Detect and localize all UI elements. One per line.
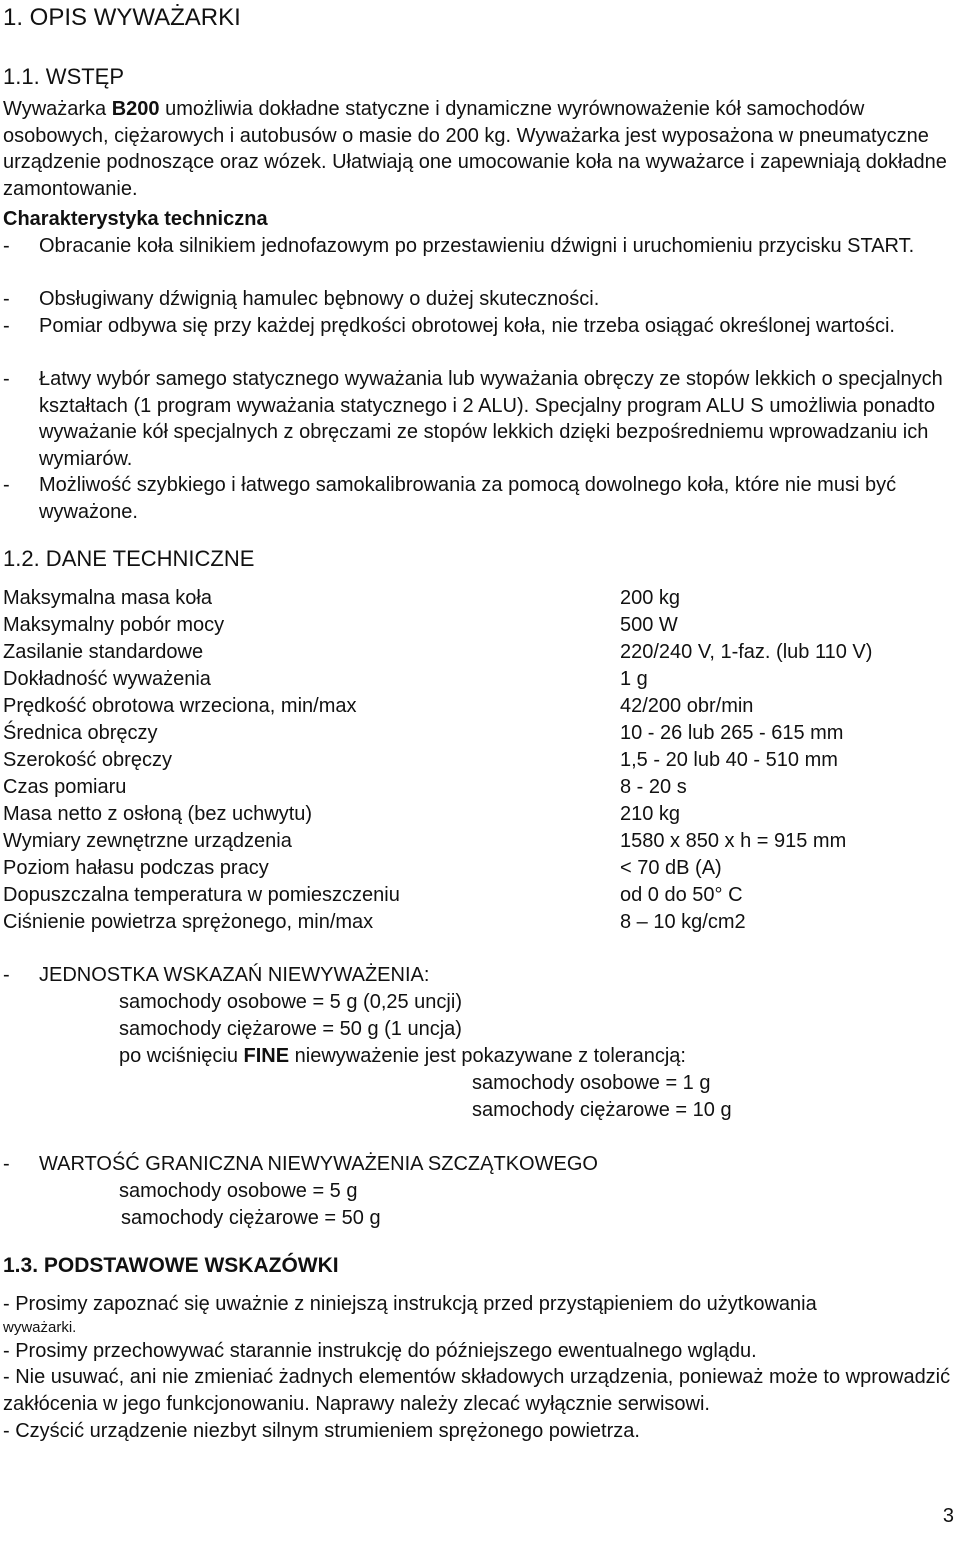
- spec-value: 42/200 obr/min: [620, 695, 754, 717]
- spec-label: Masa netto z osłoną (bez uchwytu): [3, 803, 313, 825]
- spec-value: 210 kg: [620, 803, 681, 825]
- spec-label: Zasilanie standardowe: [3, 641, 204, 663]
- intro-text-1: Wyważarka: [3, 98, 112, 120]
- characteristic-item: [0, 286, 960, 313]
- spec-row: [3, 585, 953, 612]
- characteristic-text: Łatwy wybór samego statycznego wyważania lub wyważania obręczy ze stopów lekkich o specjalnych kształtach (1 program wyważania statycznego i 2 ALU). Specjalny program ALU S umożliwia ponadto wyważanie kół specjalnych z obręczami ze stopów lekkich dzięki bezpośredniemu wprowadzaniu ich wymiarów.: [39, 368, 943, 470]
- spec-value: 220/240 V, 1-faz. (lub 110 V): [620, 641, 873, 663]
- bullet-dash: -: [3, 964, 10, 986]
- spec-value: < 70 dB (A): [620, 857, 722, 879]
- fine-car: samochody osobowe = 1 g: [472, 1072, 711, 1094]
- spec-row: [3, 693, 953, 720]
- spec-value: 500 W: [620, 614, 678, 636]
- spec-value: 1,5 - 20 lub 40 - 510 mm: [620, 749, 838, 771]
- spec-value: 10 - 26 lub 265 - 615 mm: [620, 722, 844, 744]
- characteristics-heading: Charakterystyka techniczna: [3, 208, 268, 230]
- guideline-item: - Prosimy przechowywać starannie instrukcję do późniejszego ewentualnego wglądu.: [3, 1339, 757, 1362]
- section-title-dane-techniczne: 1.2. DANE TECHNICZNE: [3, 546, 255, 571]
- spec-row: [3, 882, 953, 909]
- spec-value: 8 – 10 kg/cm2: [620, 911, 746, 933]
- section-title-opis: 1. OPIS WYWAŻARKI: [3, 4, 241, 31]
- spec-value: 8 - 20 s: [620, 776, 687, 798]
- spec-row: [3, 639, 953, 666]
- spec-label: Poziom hałasu podczas pracy: [3, 857, 269, 879]
- unbalance-truck: samochody ciężarowe = 50 g (1 uncja): [119, 1018, 462, 1040]
- page-number: 3: [942, 1505, 954, 1527]
- spec-row: [3, 828, 953, 855]
- characteristic-item: [0, 472, 960, 525]
- model-name: B200: [111, 98, 160, 120]
- residual-title: WARTOŚĆ GRANICZNA NIEWYWAŻENIA SZCZĄTKOWEGO: [39, 1153, 598, 1175]
- guideline-item: - Czyścić urządzenie niezbyt silnym strumieniem sprężonego powietrza.: [3, 1419, 640, 1442]
- unbalance-car: samochody osobowe = 5 g (0,25 uncji): [119, 991, 462, 1013]
- spec-label: Ciśnienie powietrza sprężonego, min/max: [3, 911, 374, 933]
- bullet-dash: -: [3, 1153, 10, 1175]
- bullet-dash: -: [3, 474, 10, 496]
- guidelines-list: [3, 1291, 953, 1445]
- characteristic-text: Obsługiwany dźwignią hamulec bębnowy o dużej skuteczności.: [39, 288, 600, 310]
- spec-value: 200 kg: [620, 587, 681, 609]
- guideline-item-continuation: wyważarki.: [3, 1318, 77, 1336]
- fine-note: [119, 1043, 686, 1070]
- intro-text-2: umożliwia dokładne statyczne i dynamiczne wyrównoważenie kół samochodów osobowych, ciężarowych i autobusów o masie do 200 kg. Wyważarka jest wyposażona w pneumatyczne urządzenie podnoszące oraz wózek. Ułatwiają one umocowanie koła na wyważarce i zapewniają dokładne zamontowanie.: [3, 98, 947, 200]
- intro-paragraph: [3, 96, 953, 202]
- characteristic-text: Obracanie koła silnikiem jednofazowym po przestawieniu dźwigni i uruchomieniu przycisku START.: [39, 235, 915, 257]
- fine-truck: samochody ciężarowe = 10 g: [472, 1099, 732, 1121]
- residual-car: samochody osobowe = 5 g: [119, 1180, 358, 1202]
- spec-label: Średnica obręczy: [3, 722, 158, 744]
- bullet-dash: -: [3, 368, 10, 390]
- characteristic-item: [0, 233, 960, 286]
- spec-row: [3, 909, 953, 936]
- spec-row: [3, 666, 953, 693]
- spec-row: [3, 855, 953, 882]
- unbalance-unit-title: JEDNOSTKA WSKAZAŃ NIEWYWAŻENIA:: [39, 964, 430, 986]
- spec-row: [3, 747, 953, 774]
- guideline-item: - Prosimy zapoznać się uważnie z niniejszą instrukcją przed przystąpieniem do użytkowania: [3, 1293, 817, 1315]
- spec-row: [3, 720, 953, 747]
- spec-label: Szerokość obręczy: [3, 749, 172, 771]
- spec-row: [3, 612, 953, 639]
- characteristic-text: Pomiar odbywa się przy każdej prędkości obrotowej koła, nie trzeba osiągać określonej wartości.: [39, 315, 895, 337]
- section-title-wstep: 1.1. WSTĘP: [3, 64, 125, 89]
- spec-row: [3, 774, 953, 801]
- bullet-dash: -: [3, 235, 10, 257]
- section-title-podstawowe-wskazowki: 1.3. PODSTAWOWE WSKAZÓWKI: [3, 1254, 339, 1277]
- spec-value: od 0 do 50° C: [620, 884, 743, 906]
- guideline-item: - Nie usuwać, ani nie zmieniać żadnych elementów składowych urządzenia, ponieważ może to wprowadzić zakłócenia w jego funkcjonowaniu. Naprawy należy zlecać wyłącznie serwisowi.: [3, 1366, 951, 1416]
- spec-label: Maksymalny pobór mocy: [3, 614, 225, 636]
- spec-label: Czas pomiaru: [3, 776, 127, 798]
- spec-value: 1 g: [620, 668, 648, 690]
- spec-row: [3, 801, 953, 828]
- spec-label: Maksymalna masa koła: [3, 587, 212, 609]
- fine-key: FINE: [243, 1045, 290, 1067]
- characteristic-item: [0, 313, 960, 366]
- bullet-dash: -: [3, 288, 10, 310]
- spec-value: 1580 x 850 x h = 915 mm: [620, 830, 847, 852]
- fine-suffix: niewyważenie jest pokazywane z tolerancją:: [289, 1045, 686, 1067]
- characteristic-item: [0, 366, 960, 472]
- spec-label: Wymiary zewnętrzne urządzenia: [3, 830, 292, 852]
- bullet-dash: -: [3, 315, 10, 337]
- spec-label: Dokładność wyważenia: [3, 668, 211, 690]
- fine-prefix: po wciśnięciu: [119, 1045, 244, 1067]
- residual-truck: samochody ciężarowe = 50 g: [121, 1207, 381, 1229]
- characteristic-text: Możliwość szybkiego i łatwego samokalibrowania za pomocą dowolnego koła, które nie musi być wyważone.: [39, 474, 897, 523]
- spec-label: Dopuszczalna temperatura w pomieszczeniu: [3, 884, 400, 906]
- spec-label: Prędkość obrotowa wrzeciona, min/max: [3, 695, 357, 717]
